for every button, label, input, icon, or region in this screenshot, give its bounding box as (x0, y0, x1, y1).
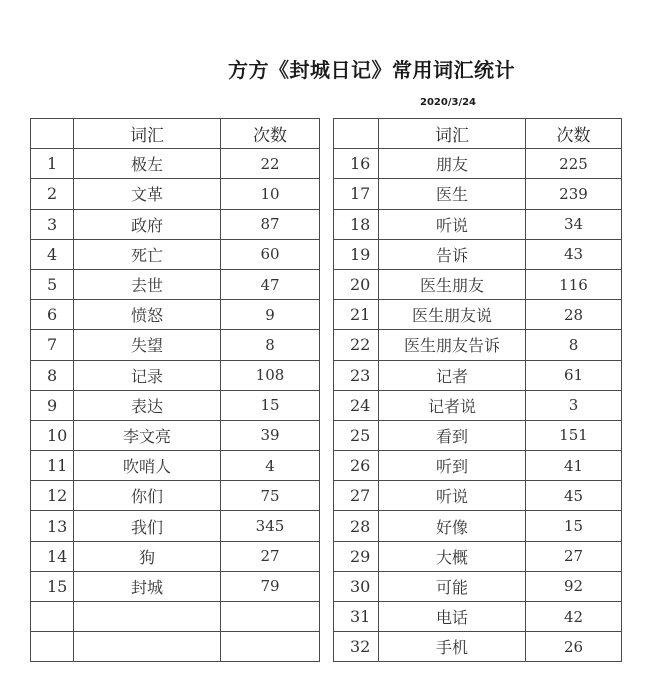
header-count: 次数 (526, 119, 622, 149)
table-row (31, 149, 320, 179)
row-word: 好像 (379, 511, 526, 541)
row-count: 79 (221, 571, 320, 601)
row-word: 记者说 (379, 390, 526, 420)
row-index: 1 (31, 149, 74, 179)
table-row (31, 390, 320, 420)
row-count: 39 (221, 420, 320, 450)
row-index: 14 (31, 541, 74, 571)
header-word: 词汇 (379, 119, 526, 149)
table-row (31, 179, 320, 209)
row-word: 看到 (379, 420, 526, 450)
header-word: 词汇 (74, 119, 221, 149)
row-count: 239 (526, 179, 622, 209)
row-word (74, 602, 221, 632)
row-word: 听说 (379, 481, 526, 511)
row-count: 345 (221, 511, 320, 541)
table-row (334, 269, 622, 299)
row-count: 4 (221, 451, 320, 481)
row-count (221, 602, 320, 632)
table-row (334, 602, 622, 632)
table-row (31, 269, 320, 299)
row-word: 封城 (74, 571, 221, 601)
row-index: 17 (334, 179, 379, 209)
row-index: 9 (31, 390, 74, 420)
table-row (334, 149, 622, 179)
row-word (74, 632, 221, 662)
row-count: 10 (221, 179, 320, 209)
row-index: 23 (334, 360, 379, 390)
row-word: 电话 (379, 602, 526, 632)
row-index: 19 (334, 239, 379, 269)
row-index (31, 632, 74, 662)
table-row (334, 239, 622, 269)
row-word: 手机 (379, 632, 526, 662)
table-row (334, 390, 622, 420)
table-row (334, 632, 622, 662)
row-index: 29 (334, 541, 379, 571)
row-index: 11 (31, 451, 74, 481)
row-index (31, 602, 74, 632)
row-index: 16 (334, 149, 379, 179)
row-count: 45 (526, 481, 622, 511)
row-count: 41 (526, 451, 622, 481)
row-index: 6 (31, 300, 74, 330)
row-count: 43 (526, 239, 622, 269)
table-row (31, 360, 320, 390)
table-row (31, 451, 320, 481)
row-word: 听到 (379, 451, 526, 481)
row-index: 24 (334, 390, 379, 420)
table-row (31, 209, 320, 239)
row-word: 李文亮 (74, 420, 221, 450)
row-word: 医生 (379, 179, 526, 209)
row-word: 你们 (74, 481, 221, 511)
row-count: 27 (526, 541, 622, 571)
row-count: 87 (221, 209, 320, 239)
row-word: 医生朋友告诉 (379, 330, 526, 360)
empty-table-row (31, 602, 320, 632)
row-count: 9 (221, 300, 320, 330)
row-index: 27 (334, 481, 379, 511)
row-word: 死亡 (74, 239, 221, 269)
header-count: 次数 (221, 119, 320, 149)
table-row (334, 420, 622, 450)
row-index: 15 (31, 571, 74, 601)
row-count: 22 (221, 149, 320, 179)
row-count: 28 (526, 300, 622, 330)
row-count (221, 632, 320, 662)
row-count: 26 (526, 632, 622, 662)
table-row (334, 571, 622, 601)
page-title: 方方《封城日记》常用词汇统计 (228, 58, 515, 82)
table-row (31, 420, 320, 450)
row-index: 25 (334, 420, 379, 450)
table-row (334, 209, 622, 239)
row-word: 记录 (74, 360, 221, 390)
date-label: 2020/3/24 (420, 97, 477, 108)
row-word: 医生朋友 (379, 269, 526, 299)
row-count: 47 (221, 269, 320, 299)
row-index: 31 (334, 602, 379, 632)
table-header-row (334, 119, 622, 149)
row-index: 22 (334, 330, 379, 360)
row-word: 失望 (74, 330, 221, 360)
table-row (31, 481, 320, 511)
row-count: 92 (526, 571, 622, 601)
row-index: 21 (334, 300, 379, 330)
header-index (334, 119, 379, 149)
row-word: 狗 (74, 541, 221, 571)
word-count-table-left (30, 118, 320, 662)
row-index: 7 (31, 330, 74, 360)
row-index: 5 (31, 269, 74, 299)
row-count: 225 (526, 149, 622, 179)
row-count: 34 (526, 209, 622, 239)
row-index: 3 (31, 209, 74, 239)
row-word: 可能 (379, 571, 526, 601)
table-row (31, 571, 320, 601)
header-index (31, 119, 74, 149)
row-word: 去世 (74, 269, 221, 299)
row-index: 28 (334, 511, 379, 541)
row-word: 医生朋友说 (379, 300, 526, 330)
row-word: 极左 (74, 149, 221, 179)
row-count: 60 (221, 239, 320, 269)
empty-table-row (31, 632, 320, 662)
table-row (31, 239, 320, 269)
row-index: 18 (334, 209, 379, 239)
row-index: 10 (31, 420, 74, 450)
table-row (334, 360, 622, 390)
table-header-row (31, 119, 320, 149)
row-count: 42 (526, 602, 622, 632)
row-word: 记者 (379, 360, 526, 390)
row-word: 告诉 (379, 239, 526, 269)
row-word: 听说 (379, 209, 526, 239)
row-count: 61 (526, 360, 622, 390)
table-row (334, 330, 622, 360)
row-count: 116 (526, 269, 622, 299)
row-count: 151 (526, 420, 622, 450)
table-row (334, 179, 622, 209)
row-index: 4 (31, 239, 74, 269)
row-index: 13 (31, 511, 74, 541)
row-index: 26 (334, 451, 379, 481)
row-count: 15 (526, 511, 622, 541)
table-row (31, 541, 320, 571)
row-count: 8 (221, 330, 320, 360)
table-row (334, 451, 622, 481)
table-row (334, 300, 622, 330)
table-row (334, 541, 622, 571)
row-index: 8 (31, 360, 74, 390)
row-index: 12 (31, 481, 74, 511)
table-row (31, 300, 320, 330)
row-count: 3 (526, 390, 622, 420)
row-word: 朋友 (379, 149, 526, 179)
row-index: 32 (334, 632, 379, 662)
table-row (334, 511, 622, 541)
word-count-table-right (333, 118, 622, 662)
row-word: 大概 (379, 541, 526, 571)
row-count: 108 (221, 360, 320, 390)
row-index: 2 (31, 179, 74, 209)
table-row (31, 330, 320, 360)
row-word: 政府 (74, 209, 221, 239)
table-row (334, 481, 622, 511)
row-index: 20 (334, 269, 379, 299)
row-word: 我们 (74, 511, 221, 541)
row-count: 15 (221, 390, 320, 420)
table-row (31, 511, 320, 541)
row-word: 文革 (74, 179, 221, 209)
row-index: 30 (334, 571, 379, 601)
row-word: 表达 (74, 390, 221, 420)
row-count: 27 (221, 541, 320, 571)
row-count: 8 (526, 330, 622, 360)
row-word: 愤怒 (74, 300, 221, 330)
row-count: 75 (221, 481, 320, 511)
row-word: 吹哨人 (74, 451, 221, 481)
